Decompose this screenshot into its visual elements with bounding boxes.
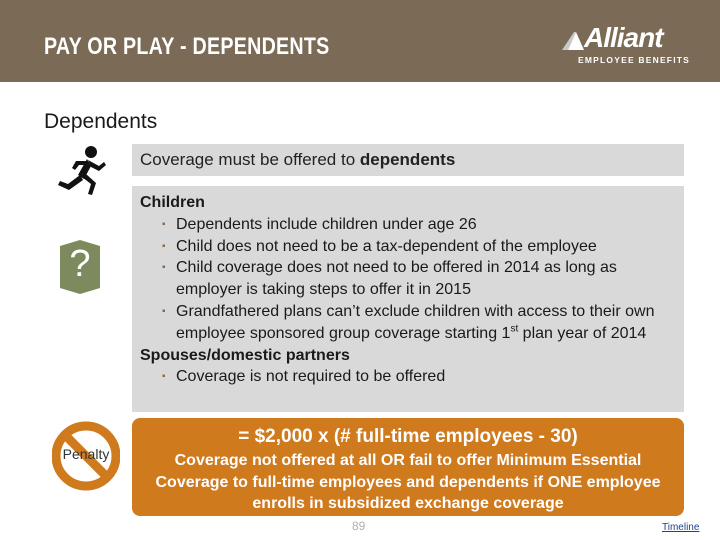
list-item: ▪ Dependents include children under age 26 bbox=[162, 215, 477, 233]
logo-chevron-icon bbox=[562, 30, 584, 52]
penalty-label: Penalty bbox=[62, 446, 110, 462]
coverage-summary-plain: Coverage must be offered to bbox=[140, 150, 360, 169]
alliant-logo bbox=[562, 24, 692, 68]
coverage-summary-box bbox=[132, 144, 684, 176]
logo-subtitle: EMPLOYEE BENEFITS bbox=[578, 55, 691, 65]
penalty-box bbox=[132, 418, 684, 516]
penalty-description: Coverage not offered at all OR fail to offer Minimum Essential Coverage to full-time employees and dependents if ONE employee enrolls in subsidized exchange coverage bbox=[155, 452, 661, 512]
running-person-icon bbox=[54, 144, 110, 198]
list-item: ▪ Child does not need to be a tax-dependent of the employee bbox=[162, 237, 597, 255]
penalty-prohibited-icon bbox=[52, 420, 120, 492]
page-title: PAY OR PLAY - DEPENDENTS bbox=[44, 33, 330, 60]
header-bar bbox=[0, 0, 720, 82]
list-item: ▪ Child coverage does not need to be offered in 2014 as long as employer is taking steps to offer it in 2015 bbox=[162, 259, 617, 299]
coverage-summary-bold: dependents bbox=[359, 150, 456, 169]
list-item: ▪ Grandfathered plans can’t exclude children with access to their own employee sponsored group coverage starting 1st plan year of 2014 bbox=[162, 302, 655, 342]
list-item: ▪ Coverage is not required to be offered bbox=[162, 368, 446, 386]
section-heading: Dependents bbox=[44, 110, 158, 133]
dependents-details-box bbox=[132, 186, 684, 412]
penalty-formula: = $2,000 x (# full-time employees - 30) bbox=[238, 426, 578, 447]
page-number: 89 bbox=[352, 519, 366, 533]
coverage-summary-text bbox=[140, 150, 455, 170]
children-heading: Children bbox=[140, 194, 205, 211]
question-mark: ? bbox=[69, 243, 91, 285]
logo-wordmark: Alliant bbox=[584, 22, 663, 53]
timeline-link[interactable]: Timeline bbox=[662, 522, 700, 533]
dependents-details bbox=[140, 192, 680, 388]
spouses-heading: Spouses/domestic partners bbox=[140, 346, 350, 364]
